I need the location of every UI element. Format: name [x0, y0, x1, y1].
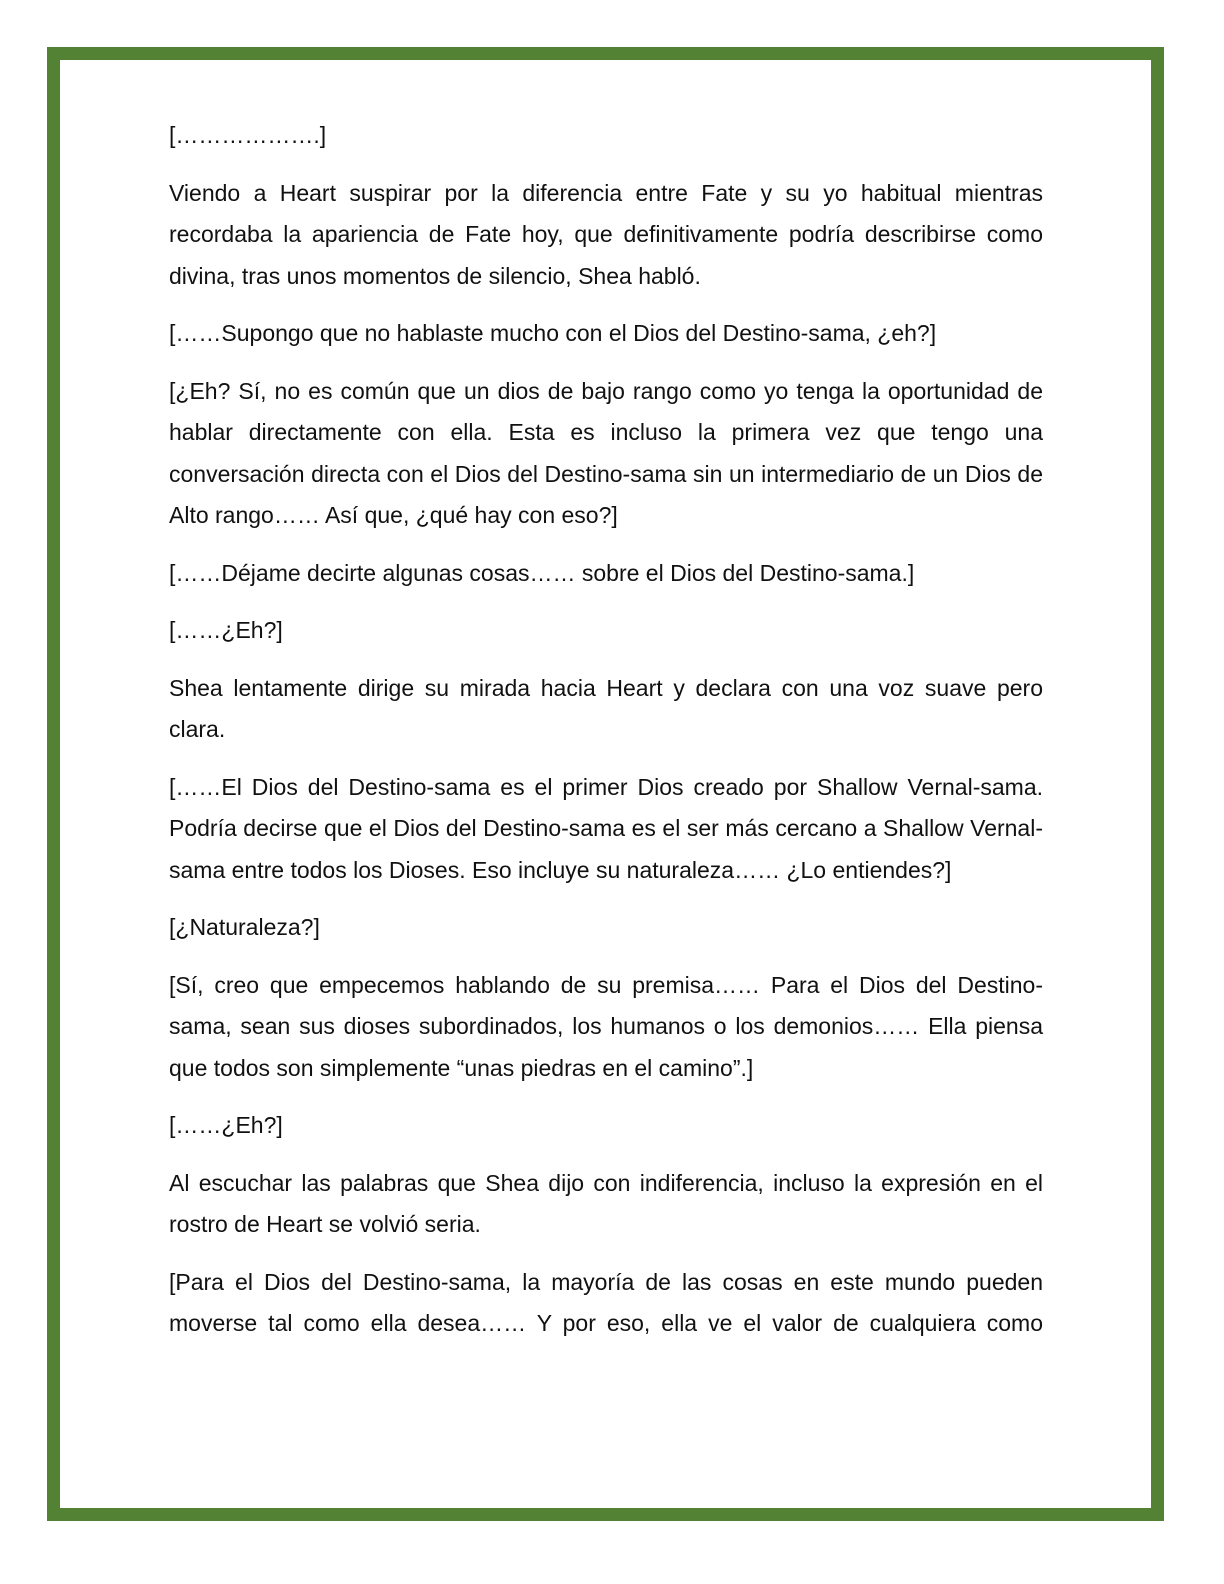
paragraph-2: Viendo a Heart suspirar por la diferencia entre Fate y su yo habitual mientras recordaba la apariencia de Fate hoy, que definitivamente podría describirse como divina, tras unos momentos de silencio, Shea habló.: [169, 179, 1043, 289]
paragraph-11: [……¿Eh?]: [169, 1112, 283, 1138]
paragraph-5: [……Déjame decirte algunas cosas…… sobre el Dios del Destino-sama.]: [169, 559, 915, 586]
paragraph-8: [……El Dios del Destino-sama es el primer Dios creado por Shallow Vernal-sama. Podría decirse que el Dios del Destino-sama es el ser más cercano a Shallow Vernal-sama entre todos los Dioses. Eso incluye su naturaleza…… ¿Lo entiendes?]: [169, 773, 1043, 883]
paragraph-12: Al escuchar las palabras que Shea dijo con indiferencia, incluso la expresión en el rostro de Heart se volvió seria.: [169, 1169, 1043, 1237]
document-body: [169, 115, 1043, 1361]
paragraph-4: [¿Eh? Sí, no es común que un dios de bajo rango como yo tenga la oportunidad de hablar directamente con ella. Esta es incluso la primera vez que tengo una conversación directa con el Dios del Destino-sama sin un intermediario de un Dios de Alto rango…… Así que, ¿qué hay con eso?]: [169, 377, 1043, 528]
paragraph-13: [Para el Dios del Destino-sama, la mayoría de las cosas en este mundo pueden moverse tal como ella desea…… Y por eso, ella ve el valor de cualquiera como: [169, 1268, 1043, 1336]
paragraph-3: [……Supongo que no hablaste mucho con el Dios del Destino-sama, ¿eh?]: [169, 320, 937, 346]
paragraph-9: [¿Naturaleza?]: [169, 914, 320, 940]
paragraph-10: [Sí, creo que empecemos hablando de su premisa…… Para el Dios del Destino-sama, sean sus dioses subordinados, los humanos o los demonios…… Ella piensa que todos son simplemente “unas piedras en el camino”.]: [169, 971, 1043, 1081]
paragraph-1: [……………….]: [169, 122, 327, 148]
paragraph-7: Shea lentamente dirige su mirada hacia Heart y declara con una voz suave pero clara.: [169, 674, 1043, 742]
paragraph-6: [……¿Eh?]: [169, 617, 283, 643]
